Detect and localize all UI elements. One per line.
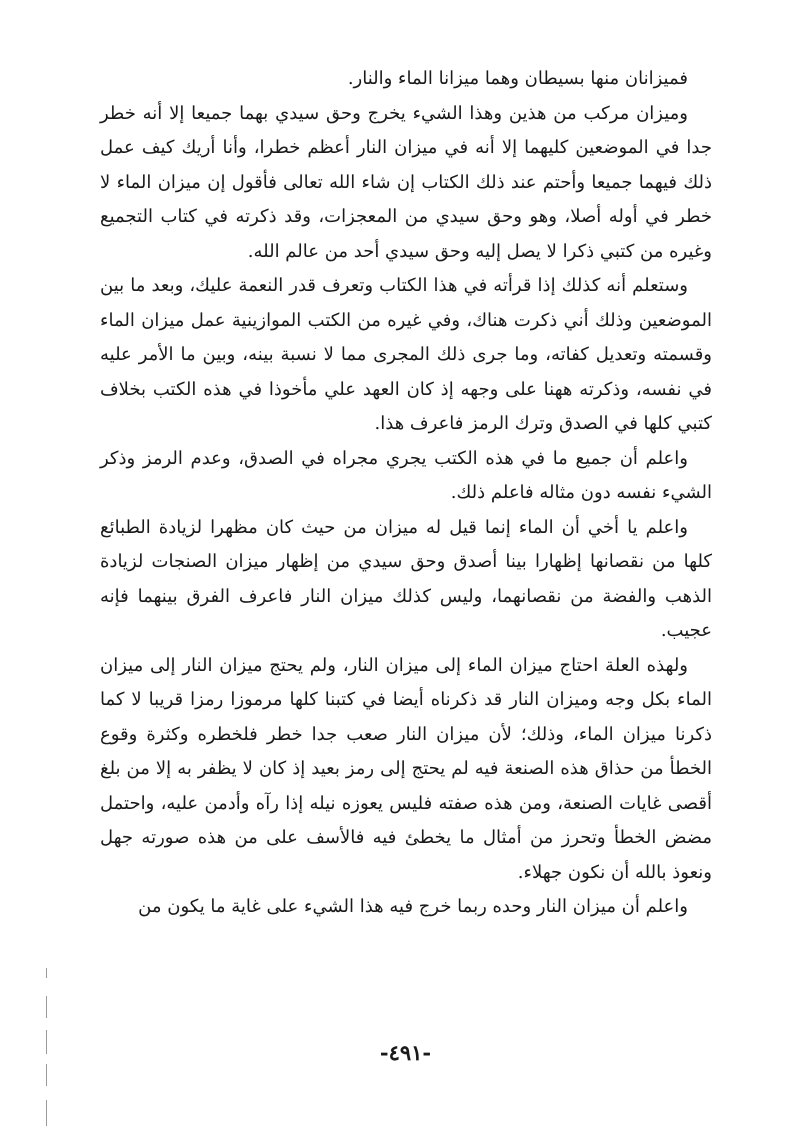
margin-rule-5 — [46, 1100, 47, 1126]
paragraph-1: فميزانان منها بسيطان وهما ميزانا الماء والنار. — [347, 68, 688, 89]
page-number: -٤٩١- — [379, 1040, 432, 1065]
paragraph-2: وميزان مركب من هذين وهذا الشيء يخرج وحق سيدي بهما جميعا إلا أنه خطر جدا في الموضعين كليهما إلا أنه في ميزان النار أعظم خطرا، وأنا أريك كيف عمل ذلك فيهما جميعا وأحتم عند ذلك الكتاب إن شاء الله تعالى فأقول إن ميزان الماء لا خطر في أوله أصلا، وهو وحق سيدي من المعجزات، وقد ذكرته في كتاب التجميع وغيره من كتبي ذكرا لا يصل إليه وحق سيدي أحد من عالم الله. — [100, 102, 712, 262]
paragraph-5: واعلم يا أخي أن الماء إنما قيل له ميزان من حيث كان مظهرا لزيادة الطبائع كلها من نقصانها إظهارا بينا أصدق وحق سيدي من إظهار ميزان الصنجات لزيادة الذهب والفضة من نقصانهما، وليس كذلك ميزان النار فاعرف الفرق بينهما فإنه عجيب. — [100, 516, 713, 641]
paragraph-4: واعلم أن جميع ما في هذه الكتب يجري مجراه في الصدق، وعدم الرمز وذكر الشيء نفسه دون مثاله فاعلم ذلك. — [100, 447, 712, 503]
margin-rule-2 — [46, 996, 47, 1018]
margin-rule-3 — [46, 1030, 47, 1054]
margin-rule-1 — [46, 968, 47, 978]
page-body — [100, 62, 712, 925]
margin-rule-4 — [46, 1064, 47, 1086]
paragraph-7: واعلم أن ميزان النار وحده ربما خرج فيه هذا الشيء على غاية ما يكون من — [138, 896, 688, 917]
paragraph-6: ولهذه العلة احتاج ميزان الماء إلى ميزان النار، ولم يحتج ميزان النار إلى ميزان الماء بكل وجه وميزان النار قد ذكرناه أيضا في كتبنا كلها مرموزا رمزا قريبا لا كما ذكرنا ميزان الماء، وذلك؛ لأن ميزان النار صعب جدا خطر فلخطره وكثرة وقوع الخطأ من حذاق هذه الصنعة فيه لم يحتج إلى رمز بعيد إذ كان لا يظفر به إلا من بلغ أقصى غايات الصنعة، ومن هذه صفته فليس يعوزه نيله إذا رآه وأدمن عليه، واحتمل مضض الخطأ وتحرز من أمثال ما يخطئ فيه فالأسف على من هذه صورته جهل ونعوذ بالله أن نكون جهلاء. — [100, 654, 712, 883]
paragraph-3: وستعلم أنه كذلك إذا قرأته في هذا الكتاب وتعرف قدر النعمة عليك، وبعد ما بين الموضعين وذلك أني ذكرت هناك، وفي غيره من الكتب الموازينية عمل ميزان الماء وقسمته وتعديل كفاته، وما جرى ذلك المجرى مما لا نسبة بينه، وبين ما الأمر عليه في نفسه، وذكرته ههنا على وجهه إذ كان العهد علي مأخوذا في هذه الكتب بخلاف كتبي كلها في الصدق وترك الرمز فاعرف هذا. — [100, 275, 712, 434]
